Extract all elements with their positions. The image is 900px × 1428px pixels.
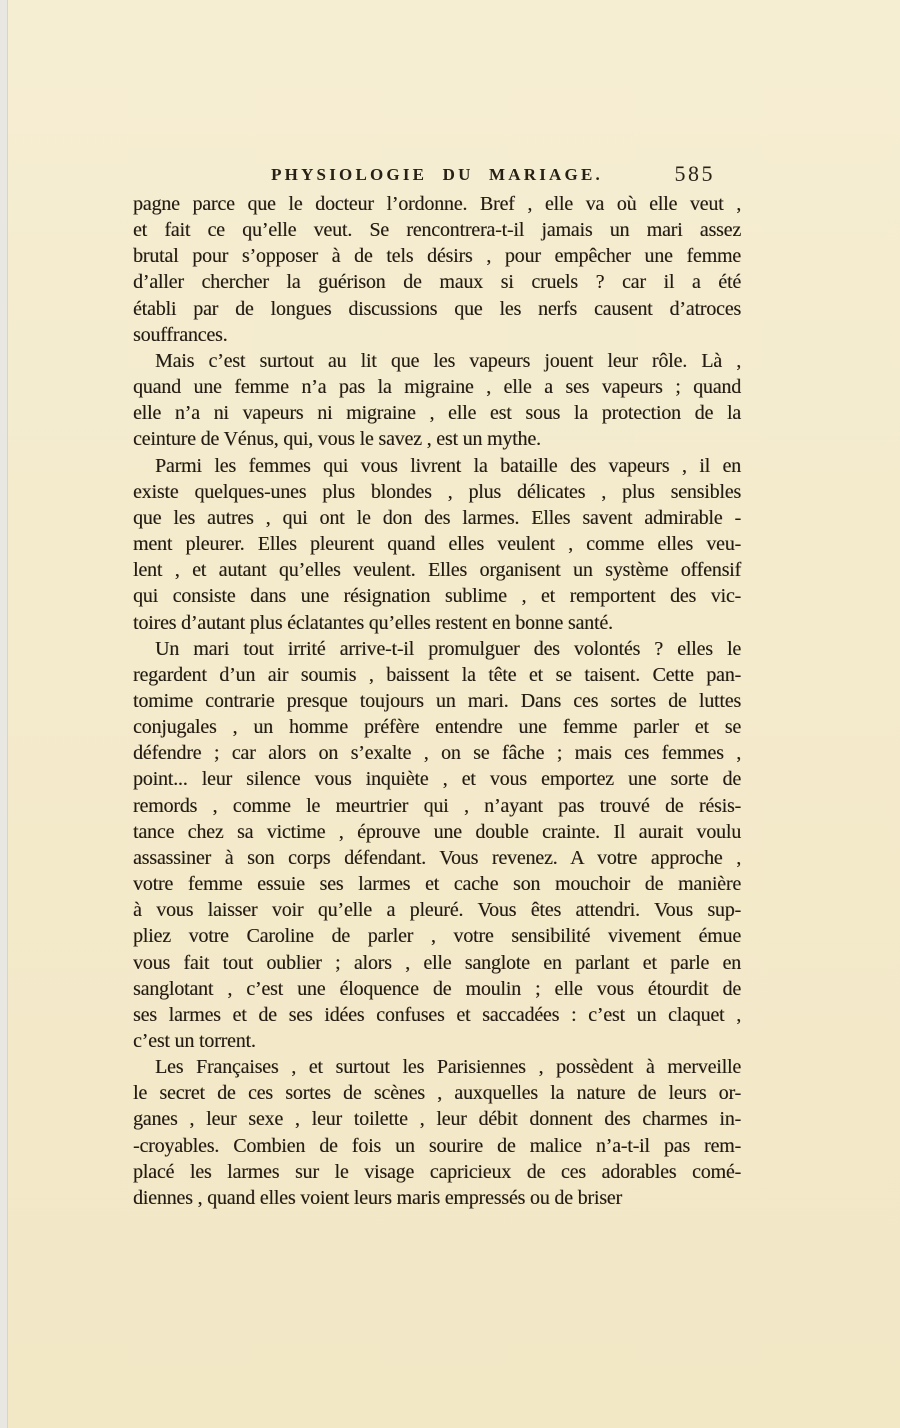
text-line: d’aller chercher la guérison de maux si cruels ? car il a été bbox=[133, 271, 741, 294]
text-line: placé les larmes sur le visage capricieux de ces adorables comé- bbox=[133, 1160, 741, 1183]
text-line: pagne parce que le docteur l’ordonne. Bref , elle va où elle veut , bbox=[133, 193, 741, 215]
text-line: -croyables. Combien de fois un sourire de malice n’a-t-il pas rem- bbox=[133, 1134, 741, 1157]
paragraph bbox=[133, 453, 741, 636]
text-line: vous fait tout oublier ; alors , elle sanglote en parlant et parle en bbox=[133, 951, 741, 974]
text-line: Parmi les femmes qui vous livrent la bataille des vapeurs , il en bbox=[155, 454, 741, 477]
text-line: c’est un torrent. bbox=[133, 1030, 256, 1052]
text-line: quand une femme n’a pas la migraine , elle a ses vapeurs ; quand bbox=[133, 376, 741, 399]
paragraph bbox=[133, 636, 741, 1055]
text-line: souffrances. bbox=[133, 323, 228, 346]
text-line: brutal pour s’opposer à de tels désirs , pour empêcher une femme bbox=[133, 245, 741, 268]
text-line: existe quelques-unes plus blondes , plus délicates , plus sensibles bbox=[133, 480, 741, 503]
paragraph bbox=[133, 1054, 741, 1211]
paragraph bbox=[133, 191, 741, 348]
text-line: et fait ce qu’elle veut. Se rencontrera-t-il jamais un mari assez bbox=[133, 219, 741, 242]
text-line: pliez votre Caroline de parler , votre sensibilité vivement émue bbox=[133, 925, 741, 948]
text-line: ment pleurer. Elles pleurent quand elles veulent , comme elles veu- bbox=[133, 533, 741, 556]
text-line: diennes , quand elles voient leurs maris empressés ou de briser bbox=[133, 1186, 622, 1209]
text-line: tance chez sa victime , éprouve une double crainte. Il aurait voulu bbox=[133, 820, 741, 843]
text-line: elle n’a ni vapeurs ni migraine , elle est sous la protection de la bbox=[133, 402, 741, 425]
text-line: sanglotant , c’est une éloquence de moulin ; elle vous étourdit de bbox=[133, 977, 741, 1000]
text-line: remords , comme le meurtrier qui , n’ayant pas trouvé de résis- bbox=[133, 794, 741, 817]
text-line: établi par de longues discussions que les nerfs causent d’atroces bbox=[133, 297, 741, 320]
paragraph bbox=[133, 348, 741, 453]
text-line: assassiner à son corps défendant. Vous revenez. A votre approche , bbox=[133, 846, 741, 869]
running-header-title: PHYSIOLOGIE DU MARIAGE. bbox=[271, 165, 603, 184]
page-text bbox=[133, 191, 741, 1211]
text-line: ses larmes et de ses idées confuses et saccadées : c’est un claquet , bbox=[133, 1003, 741, 1026]
text-line: ceinture de Vénus, qui, vous le savez , est un mythe. bbox=[133, 428, 541, 451]
text-line: point... leur silence vous inquiète , et vous emportez une sorte de bbox=[133, 768, 741, 791]
text-line: à vous laisser voir qu’elle a pleuré. Vous êtes attendri. Vous sup- bbox=[133, 899, 741, 922]
text-line: tomime contrarie presque toujours un mari. Dans ces sortes de luttes bbox=[133, 689, 741, 712]
text-line: le secret de ces sortes de scènes , auxquelles la nature de leurs or- bbox=[133, 1082, 741, 1105]
text-line: défendre ; car alors on s’exalte , on se fâche ; mais ces femmes , bbox=[133, 742, 741, 765]
text-line: ganes , leur sexe , leur toilette , leur débit donnent des charmes in- bbox=[133, 1108, 741, 1131]
text-line: que les autres , qui ont le don des larmes. Elles savent admirable - bbox=[133, 506, 741, 529]
text-line: Mais c’est surtout au lit que les vapeurs jouent leur rôle. Là , bbox=[155, 349, 741, 372]
text-line: qui consiste dans une résignation sublime , et remportent des vic- bbox=[133, 585, 741, 608]
scan-edge bbox=[0, 0, 8, 1428]
text-line: lent , et autant qu’elles veulent. Elles organisent un système offensif bbox=[133, 559, 741, 582]
text-line: regardent d’un air soumis , baissent la tête et se taisent. Cette pan- bbox=[133, 663, 741, 686]
page-number: 585 bbox=[674, 161, 715, 186]
text-line: Les Françaises , et surtout les Parisiennes , possèdent à merveille bbox=[155, 1056, 741, 1079]
text-line: toires d’autant plus éclatantes qu’elles restent en bonne santé. bbox=[133, 611, 613, 634]
text-line: votre femme essuie ses larmes et cache son mouchoir de manière bbox=[133, 873, 741, 896]
running-header bbox=[133, 163, 741, 193]
text-line: conjugales , un homme préfère entendre une femme parler et se bbox=[133, 716, 741, 739]
text-line: Un mari tout irrité arrive-t-il promulguer des volontés ? elles le bbox=[155, 637, 741, 660]
